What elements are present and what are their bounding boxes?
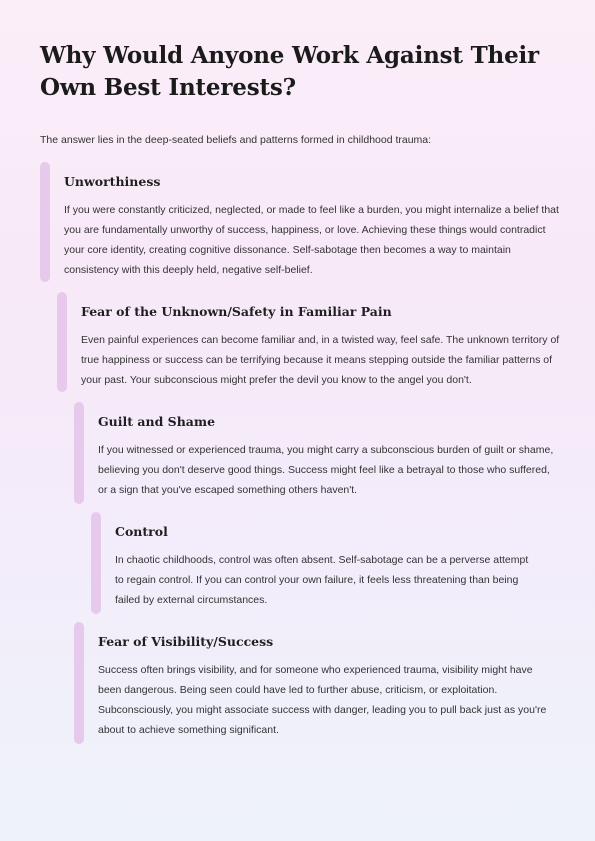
section-heading: Fear of the Unknown/Safety in Familiar Pain bbox=[81, 304, 392, 319]
page-title: Why Would Anyone Work Against Their Own Best Interests? bbox=[40, 42, 539, 101]
section-body: In chaotic childhoods, control was often absent. Self-sabotage can be a perverse attempt to regain control. If you can control your own failure, it feels less threatening than being failed by external circumstances. bbox=[115, 554, 529, 606]
section-heading: Control bbox=[115, 524, 168, 539]
section-accent-bar bbox=[74, 622, 84, 744]
section-body: If you were constantly criticized, neglected, or made to feel like a burden, you might internalize a belief that you are fundamentally unworthy of success, happiness, or love. Achieving these things would contradict your core identity, creating cognitive dissonance. Self-sabotage then becomes a way to maintain consistency with this deeply held, negative self-belief. bbox=[64, 204, 559, 276]
section-accent-bar bbox=[40, 162, 50, 282]
section-body: Success often brings visibility, and for someone who experienced trauma, visibility might have been dangerous. Being seen could have led to further abuse, criticism, or exploitation. Subconsciously, you might associate success with danger, leading you to pull back just as you're about to achieve something significant. bbox=[98, 664, 547, 736]
section-body: If you witnessed or experienced trauma, you might carry a subconscious burden of guilt or shame, believing you don't deserve good things. Success might feel like a betrayal to those who suffered, or a sign that you've escaped something others haven't. bbox=[98, 444, 554, 496]
section-heading: Guilt and Shame bbox=[98, 414, 216, 429]
section-accent-bar bbox=[57, 292, 67, 392]
section-body: Even painful experiences can become familiar and, in a twisted way, feel safe. The unknown territory of true happiness or success can be terrifying because it means stepping outside the familiar patterns of your past. Your subconscious might prefer the devil you know to the angel you don't. bbox=[81, 334, 560, 386]
section-accent-bar bbox=[91, 512, 101, 614]
section-fear-of-unknown bbox=[57, 292, 560, 392]
section-accent-bar bbox=[74, 402, 84, 504]
section-fear-of-visibility bbox=[74, 622, 560, 744]
intro-text: The answer lies in the deep-seated beliefs and patterns formed in childhood trauma: bbox=[40, 134, 432, 146]
section-guilt-and-shame bbox=[74, 402, 560, 504]
section-control bbox=[91, 512, 560, 614]
section-unworthiness bbox=[40, 162, 560, 282]
section-heading: Fear of Visibility/Success bbox=[98, 634, 274, 649]
section-heading: Unworthiness bbox=[64, 174, 161, 189]
